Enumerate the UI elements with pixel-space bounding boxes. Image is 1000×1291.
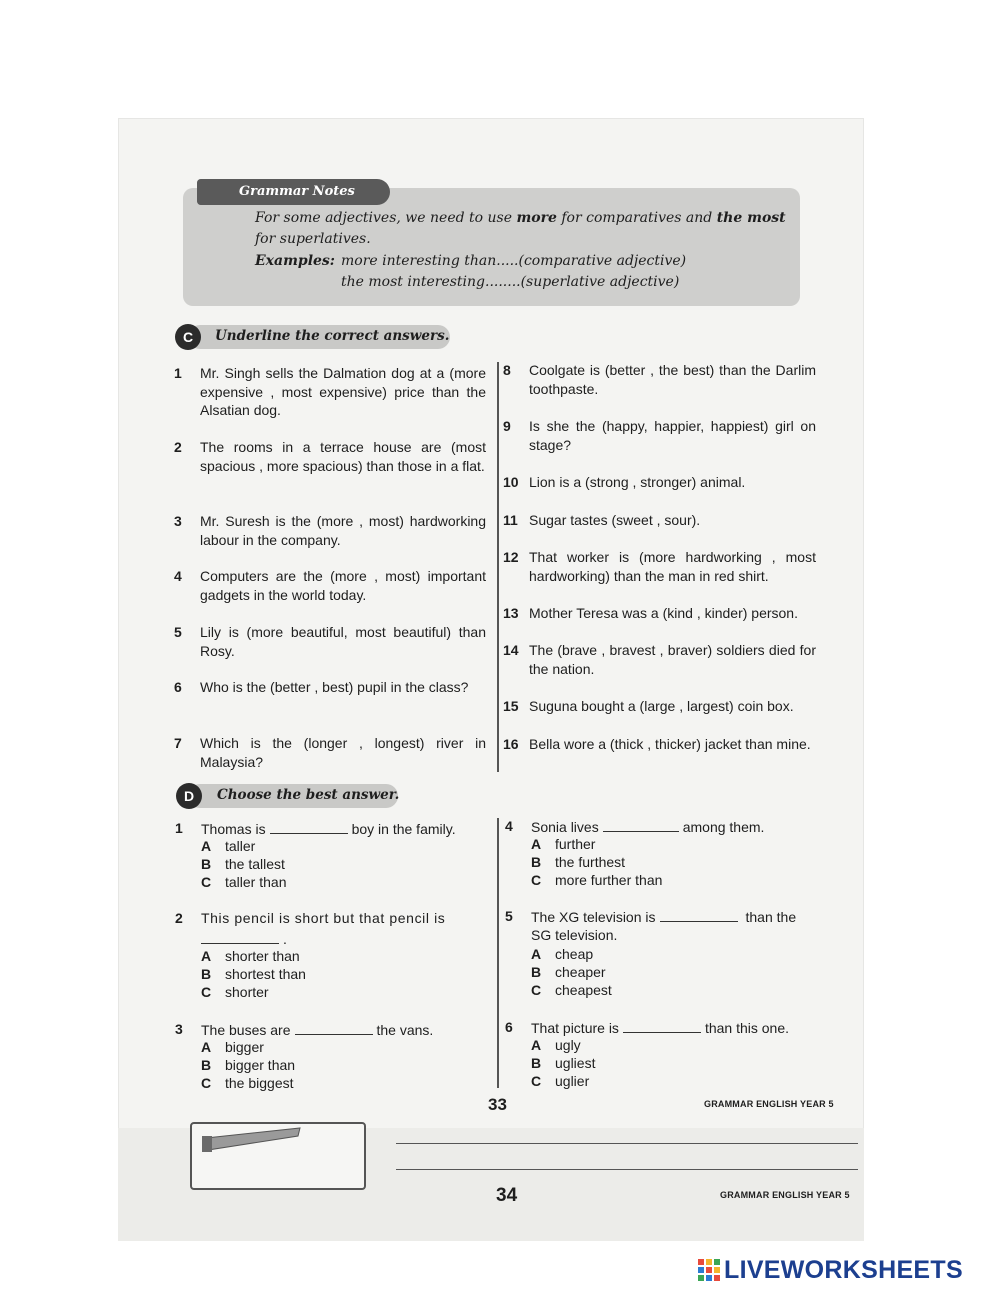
examples-label: Examples: xyxy=(255,253,335,269)
section-d-badge: D xyxy=(176,783,202,809)
section-c-title: Underline the correct answers. xyxy=(215,328,450,344)
grammar-notes-title: Grammar Notes xyxy=(197,179,390,205)
saw-icon xyxy=(192,1124,360,1184)
liveworksheets-logo xyxy=(698,1256,963,1285)
answer-blank[interactable] xyxy=(623,1018,701,1033)
page-number-34: 34 xyxy=(496,1185,518,1206)
grammar-notes-line2: for superlatives. xyxy=(255,231,371,247)
footer-33: GRAMMAR ENGLISH YEAR 5 xyxy=(704,1099,834,1109)
grammar-notes-line1: For some adjectives, we need to use more for comparatives and the most xyxy=(255,210,786,226)
example-superlative: the most interesting........(superlative adjective) xyxy=(341,274,680,290)
section-d-title: Choose the best answer. xyxy=(217,787,400,803)
answer-blank[interactable] xyxy=(270,819,348,834)
answer-line-2[interactable] xyxy=(396,1169,858,1170)
section-c-badge: C xyxy=(175,324,201,350)
column-divider-d xyxy=(497,818,499,1088)
answer-blank[interactable] xyxy=(201,929,279,944)
answer-blank[interactable] xyxy=(603,817,679,832)
column-divider xyxy=(497,362,499,772)
page-number-33: 33 xyxy=(488,1095,507,1114)
saw-picture-frame xyxy=(190,1122,366,1190)
answer-line-1[interactable] xyxy=(396,1143,858,1144)
answer-blank[interactable] xyxy=(295,1020,373,1035)
brand-name: LIVEWORKSHEETS xyxy=(724,1256,963,1284)
liveworksheets-icon xyxy=(698,1259,720,1283)
example-comparative: more interesting than.....(comparative adjective) xyxy=(341,253,687,269)
footer-34: GRAMMAR ENGLISH YEAR 5 xyxy=(720,1190,850,1200)
answer-blank[interactable] xyxy=(660,907,738,922)
